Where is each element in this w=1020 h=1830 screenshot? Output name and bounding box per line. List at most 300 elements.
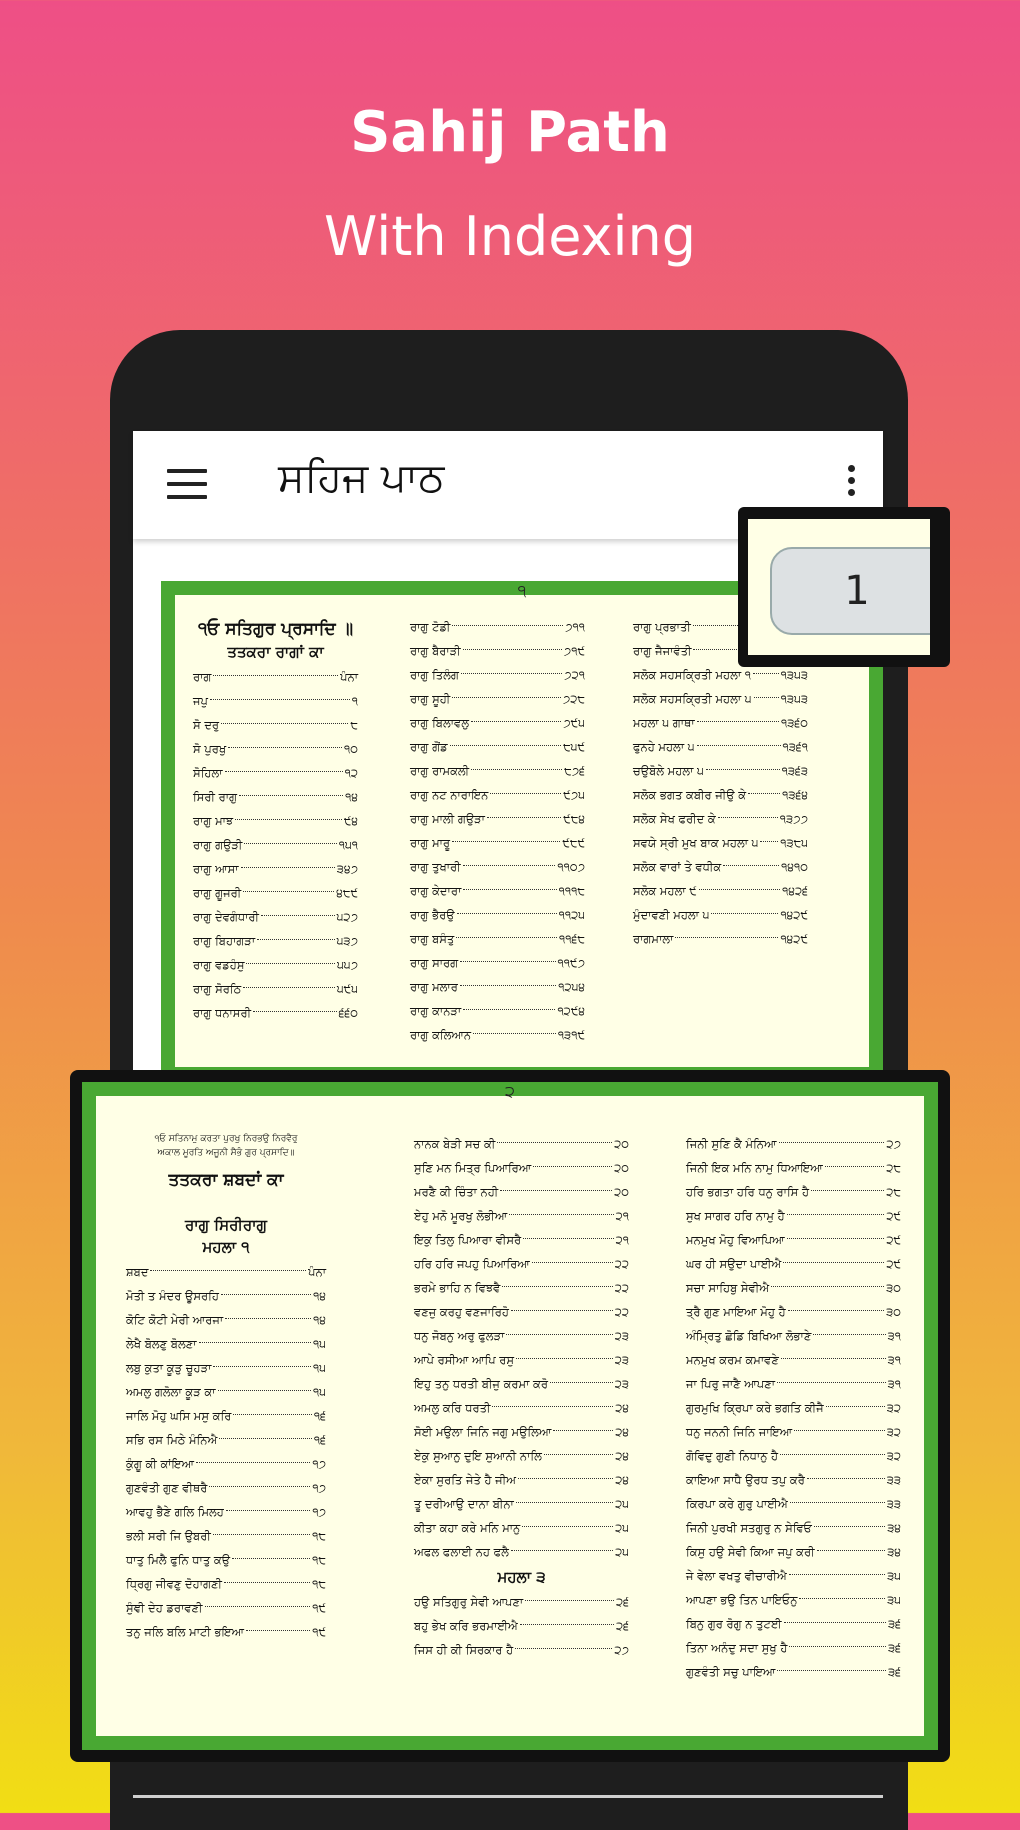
index-entry[interactable] [633,687,808,711]
entry-page-number: ੨੯ [886,1208,901,1223]
leader-dots [784,1622,886,1623]
leader-dots [789,1646,886,1647]
leader-dots [760,841,778,842]
entry-page-number: ੨੦ [614,1136,629,1151]
index-entry[interactable] [686,1348,901,1372]
leader-dots [452,841,560,842]
index-entry[interactable] [126,1380,326,1404]
entry-page-number: ੬੬੦ [338,1005,358,1020]
index-entry[interactable] [414,1638,629,1662]
entry-page-number: ੨੫ [615,1544,629,1559]
leader-dots [516,1358,613,1359]
index-entry[interactable] [410,1023,585,1047]
leader-dots [511,1310,613,1311]
more-options-icon[interactable] [845,465,857,505]
entry-page-number: ੫੯੫ [336,981,358,996]
page2-mahla1-heading: ਮਹਲਾ ੧ [202,1238,250,1256]
entry-page-number: ੧੩੫੩ [780,691,808,706]
index-entry[interactable] [414,1276,629,1300]
leader-dots [817,1550,886,1551]
index-entry[interactable] [414,1614,629,1638]
leader-dots [787,1214,885,1215]
index-entry[interactable] [414,1444,629,1468]
entry-title: ਸਵਯੇ ਸ੍ਰੀ ਮੁਖ ਬਾਕ ਮਹਲਾ ੫ [633,835,759,850]
leader-dots [790,1502,885,1503]
entry-title: ਰਾਗੁ ਬਸੰਤੁ [410,931,455,946]
entry-title: ਘਰ ਹੀ ਸਉਦਾ ਪਾਈਐ [686,1256,782,1271]
index-entry[interactable] [126,1596,326,1620]
index-entry[interactable] [686,1516,901,1540]
entry-title: ਕੁੰਗੂ ਕੀ ਕਾਂਇਆ [126,1456,195,1471]
entry-title: ਰਾਗੁ ਕੇਦਾਰਾ [410,883,462,898]
entry-page-number: ੧੧੨੫ [558,907,585,922]
entry-page-number: ੧੧੯੭ [557,955,585,970]
index-entry[interactable] [686,1468,901,1492]
index-entry[interactable] [193,881,358,905]
entry-page-number: ੨੧ [615,1208,629,1223]
index-entry[interactable] [686,1300,901,1324]
index-entry[interactable] [686,1612,901,1636]
entry-page-number: ੨੩ [614,1328,629,1343]
entry-title: ਵਣਜੁ ਕਰਹੁ ਵਣਜਾਰਿਹੋ [414,1304,509,1319]
entry-page-number: ੩੪ [887,1544,901,1559]
leader-dots [461,673,562,674]
entry-title: ਸਚਾ ਸਾਹਿਬੁ ਸੇਵੀਐ [686,1280,770,1295]
entry-title: ਗੁਣਵੰਤੀ ਗੁਣ ਵੀਥਰੈ [126,1480,208,1495]
leader-dots [781,1358,886,1359]
menu-icon[interactable] [167,469,207,499]
entry-page-number: ੩੧ [887,1352,901,1367]
entry-title: ਰਾਗੁ ਵਡਹੰਸੁ [193,957,245,972]
entry-page-number: ੩੦ [886,1304,901,1319]
entry-title: ਤਨੁ ਜਲਿ ਬਲਿ ਮਾਟੀ ਭਇਆ [126,1624,245,1639]
entry-page-number: ੧੨੫੪ [558,979,585,994]
index-entry[interactable] [193,833,358,857]
leader-dots [506,1334,612,1335]
entry-title: ਭਲੀ ਸਰੀ ਜਿ ਉਬਰੀ [126,1528,211,1543]
entry-page-number: ੧੩੮੫ [780,835,808,850]
entry-title: ਆਪੇ ਰਸੀਆ ਆਪਿ ਰਸੁ [414,1352,515,1367]
index-entry[interactable] [686,1228,901,1252]
entry-page-number: ੩੨ [886,1400,901,1415]
index-entry[interactable] [193,737,358,761]
leader-dots [218,1390,311,1391]
leader-dots [523,1238,613,1239]
index-entry[interactable] [686,1660,901,1684]
entry-page-number: ੧੩੧੯ [557,1027,585,1042]
leader-dots [718,817,778,818]
leader-dots [452,697,561,698]
entry-page-number: ੧ [351,693,358,708]
index-entry[interactable] [633,927,808,951]
entry-title: ਮਨਮੁਖ ਮੋਹੁ ਵਿਆਪਿਆ [686,1232,785,1247]
index-entry[interactable] [414,1516,629,1540]
leader-dots [697,745,781,746]
entry-page-number: ੧੬ [313,1408,326,1423]
index-entry[interactable] [686,1132,901,1156]
entry-page-number: ੧੩੭੭ [779,811,808,826]
index-entry[interactable] [686,1252,901,1276]
index-entry[interactable] [414,1540,629,1564]
page2-mahla3-heading: ਮਹਲਾ ੩ [497,1568,546,1586]
leader-dots [699,889,780,890]
entry-title: ਮੋਤੀ ਤ ਮੰਦਰ ਊਸਰਹਿ [126,1288,219,1303]
leader-dots [754,697,779,698]
index-entry[interactable] [414,1204,629,1228]
page-number: ੧ [517,581,527,600]
index-entry[interactable] [410,807,585,831]
entry-page-number: ੯੪ [343,813,358,828]
entry-page-number: ੭੧੧ [565,619,585,634]
index-entry[interactable] [193,665,358,689]
index-entry[interactable] [410,663,585,687]
index-entry[interactable] [126,1548,326,1572]
leader-dots [226,1510,310,1511]
page2-col3 [686,1132,901,1684]
index-entry[interactable] [686,1180,901,1204]
entry-page-number: ੧੭ [312,1456,326,1471]
index-entry[interactable] [686,1540,901,1564]
leader-dots [210,699,350,700]
entry-title: ਜਾ ਪਿਰੁ ਜਾਣੈ ਆਪਣਾ [686,1376,776,1391]
entry-title: ਰਾਗੁ ਧਨਾਸਰੀ [193,1005,252,1020]
entry-title: ਜਿਨੀ ਪੁਰਖੀ ਸਤਗੁਰੁ ਨ ਸੇਵਿਓ [686,1520,812,1535]
entry-page-number: ੨੨ [614,1280,629,1295]
index-entry[interactable] [633,711,808,735]
index-entry[interactable] [193,1001,358,1025]
leader-dots [826,1406,885,1407]
index-entry[interactable] [193,857,358,881]
leader-dots [205,1606,311,1607]
index-entry[interactable] [126,1284,326,1308]
index-entry[interactable] [410,711,585,735]
page2-col2a-list [414,1132,629,1564]
entry-page-number: ੧੯ [312,1624,326,1639]
entry-title: ਕਿਸੁ ਹਉ ਸੇਵੀ ਕਿਆ ਜਪੁ ਕਰੀ [686,1544,815,1559]
page1-col1 [193,617,358,1025]
leader-dots [794,1430,885,1431]
page2-raag-heading: ਰਾਗੁ ਸਿਰੀਰਾਗੁ [185,1216,267,1234]
entry-page-number: ੨੪ [615,1472,629,1487]
leader-dots [199,1342,311,1343]
leader-dots [497,1142,612,1143]
entry-title: ਸਲੋਕ ਭਗਤ ਕਬੀਰ ਜੀਉ ਕੇ [633,787,747,802]
index-entry[interactable] [414,1468,629,1492]
index-entry[interactable] [126,1524,326,1548]
leader-dots [511,1550,613,1551]
entry-page-number: ੧੫ [312,1384,326,1399]
entry-title: ਸੁੰਞੀ ਦੇਹ ਡਰਾਵਣੀ [126,1600,203,1615]
entry-page-number: ੨੦ [614,1160,629,1175]
entry-title: ਜਿਨੀ ਸੁਣਿ ਕੈ ਮੰਨਿਆ [686,1136,777,1151]
entry-title: ਰਾਗੁ ਮਾਰੂ [410,835,451,850]
entry-page-number: ੧੪੨੬ [782,883,808,898]
entry-title: ਰਾਗੁ ਬਿਹਾਗੜਾ [193,933,256,948]
index-entry[interactable] [410,831,585,855]
index-entry[interactable] [410,639,585,663]
entry-title: ਅਮਲੁ ਗਲੋਲਾ ਕੂੜ ਕਾ [126,1384,216,1399]
entry-page-number: ਪੰਨਾ [308,1264,326,1279]
index-entry[interactable] [410,879,585,903]
entry-page-number: ੩੬ [887,1640,901,1655]
entry-page-number: ੧੨ [344,765,358,780]
index-entry[interactable] [414,1300,629,1324]
entry-title: ਹਉ ਸਤਿਗੁਰੁ ਸੇਵੀ ਆਪਣਾ [414,1594,524,1609]
leader-dots [500,1190,612,1191]
entry-title: ਰਾਗੁ ਆਸਾ [193,861,239,876]
entry-page-number: ੧੪ [345,789,358,804]
index-entry[interactable] [414,1348,629,1372]
index-entry[interactable] [633,735,808,759]
entry-page-number: ੧੮ [312,1552,326,1567]
index-entry[interactable] [193,809,358,833]
index-entry[interactable] [410,783,585,807]
index-entry[interactable] [126,1620,326,1644]
index-entry[interactable] [410,687,585,711]
entry-title: ਗੁਰਮੁਖਿ ਕ੍ਰਿਪਾ ਕਰੇ ਭਗਤਿ ਕੀਜੈ [686,1400,824,1415]
leader-dots [457,913,557,914]
leader-dots [253,1011,337,1012]
entry-title: ਗੁਣਵੰਤੀ ਸਚੁ ਪਾਇਆ [686,1664,776,1679]
index-entry[interactable] [126,1500,326,1524]
index-entry[interactable] [126,1572,326,1596]
leader-dots [522,1526,613,1527]
leader-dots [789,1574,885,1575]
entry-page-number: ੧੫ [312,1336,326,1351]
index-entry[interactable] [686,1372,901,1396]
index-entry[interactable] [414,1228,629,1252]
page2-col1 [126,1132,326,1644]
index-entry[interactable] [126,1404,326,1428]
index-entry[interactable] [414,1372,629,1396]
page2-col3-list [686,1132,901,1684]
entry-title: ਗੋਵਿਦੁ ਗੁਣੀ ਨਿਧਾਨੁ ਹੈ [686,1448,779,1463]
index-entry[interactable] [633,879,808,903]
index-entry[interactable] [193,713,358,737]
entry-title: ਤਿਨਾ ਅਨੰਦੁ ਸਦਾ ਸੁਖੁ ਹੈ [686,1640,788,1655]
leader-dots [779,1142,885,1143]
entry-page-number: ੧੩੬੦ [781,715,808,730]
entry-title: ਰਾਗੁ ਕਾਨੜਾ [410,1003,462,1018]
entry-title: ਸਲੋਕ ਵਾਰਾਂ ਤੇ ਵਧੀਕ [633,859,722,874]
entry-title: ਧਾਤੁ ਮਿਲੈ ਫੁਨਿ ਧਾਤੁ ਕਉ [126,1552,231,1567]
entry-title: ਸਲੋਕ ਸਹਸਕ੍ਰਿਤੀ ਮਹਲਾ ੧ [633,667,752,682]
leader-dots [490,793,561,794]
entry-title: ਰਾਗੁ ਦੇਵਗੰਧਾਰੀ [193,909,260,924]
entry-title: ਲੇਖੈ ਬੋਲਣੁ ਬੋਲਣਾ [126,1336,197,1351]
index-entry[interactable] [686,1324,901,1348]
entry-page-number: ੧੩੬੪ [782,787,808,802]
entry-title: ਰਾਗੁ ਜੈਜਾਵੰਤੀ [633,643,692,658]
index-entry[interactable] [686,1636,901,1660]
index-entry[interactable] [686,1588,901,1612]
index-entry[interactable] [633,903,808,927]
leader-dots [777,1670,886,1671]
index-entry[interactable] [686,1396,901,1420]
index-entry[interactable] [633,855,808,879]
index-entry[interactable] [410,903,585,927]
page2-col1-list [126,1260,326,1644]
leader-dots [553,1430,613,1431]
page1-heading1: ੧ਓ ਸਤਿਗੁਰ ਪ੍ਰਸਾਦਿ ॥ [197,619,354,639]
index-entry[interactable] [633,831,808,855]
index-entry[interactable] [686,1564,901,1588]
entry-title: ਸਲੋਕ ਸੇਖ ਫਰੀਦ ਕੇ [633,811,716,826]
index-entry[interactable] [414,1156,629,1180]
entry-page-number: ੨੪ [615,1448,629,1463]
entry-title: ਰਾਗੁ ਮਲਾਰ [410,979,458,994]
leader-dots [525,1600,614,1601]
index-entry[interactable] [126,1476,326,1500]
entry-page-number: ੧੭ [312,1504,326,1519]
index-entry[interactable] [193,953,358,977]
entry-page-number: ੨੯ [886,1232,901,1247]
entry-page-number: ੩੨ [886,1424,901,1439]
entry-page-number: ੨੨ [614,1304,629,1319]
entry-page-number: ੨੬ [615,1618,629,1633]
entry-page-number: ੪੮੯ [336,885,358,900]
index-entry[interactable] [126,1260,326,1284]
leader-dots [261,915,335,916]
leader-dots [697,721,779,722]
entry-title: ਆਪਣਾ ਭਉ ਤਿਨ ਪਾਇਓਨੁ [686,1592,798,1607]
index-entry[interactable] [126,1356,326,1380]
entry-page-number: ੯੭੫ [563,787,585,802]
entry-page-number: ੧੩੫੩ [780,667,808,682]
entry-title: ਮਹਲਾ ੫ ਗਾਥਾ [633,715,695,730]
index-entry[interactable] [633,759,808,783]
leader-dots [460,985,556,986]
entry-page-number: ੨੯ [886,1256,901,1271]
index-entry[interactable] [193,785,358,809]
index-entry[interactable] [193,977,358,1001]
entry-page-number: ੩੩ [886,1496,901,1511]
leader-dots [492,1406,613,1407]
index-entry[interactable] [193,761,358,785]
index-entry[interactable] [686,1156,901,1180]
entry-title: ਰਾਗੁ ਗੋਂਡ [410,739,448,754]
index-entry[interactable] [126,1332,326,1356]
entry-title: ਹਰਿ ਹਰਿ ਜਪਹੁ ਪਿਆਰਿਆ [414,1256,530,1271]
index-page-2[interactable] [82,1082,938,1750]
index-entry[interactable] [414,1420,629,1444]
index-entry[interactable] [633,783,808,807]
leader-dots [246,1630,310,1631]
leader-dots [213,1534,310,1535]
entry-title: ਲਬੁ ਕੁਤਾ ਕੂੜੁ ਚੂਹੜਾ [126,1360,212,1375]
entry-title: ਰਾਗੁ ਬੈਰਾੜੀ [410,643,461,658]
leader-dots [463,649,562,650]
index-entry[interactable] [193,905,358,929]
entry-title: ਬਹੁ ਭੇਖ ਕਰਿ ਭਰਮਾਈਐ [414,1618,518,1633]
index-entry[interactable] [686,1204,901,1228]
index-entry[interactable] [126,1452,326,1476]
entry-title: ਧਨੁ ਜੋਬਨੁ ਅਰੁ ਫੁਲੜਾ [414,1328,505,1343]
index-entry[interactable] [686,1276,901,1300]
entry-page-number: ੧੫੧ [338,837,358,852]
entry-page-number: ੯੮੯ [562,835,585,850]
index-entry[interactable] [414,1492,629,1516]
entry-title: ਰਾਗੁ ਤਿਲੰਗ [410,667,459,682]
index-entry[interactable] [410,927,585,951]
entry-page-number: ੩੬ [887,1664,901,1679]
index-entry[interactable] [410,999,585,1023]
index-entry[interactable] [686,1444,901,1468]
entry-title: ਜਪੁ [193,693,208,708]
index-entry[interactable] [414,1180,629,1204]
index-entry[interactable] [410,975,585,999]
entry-title: ਸੋ ਪੁਰਖੁ [193,741,227,756]
index-entry[interactable] [126,1428,326,1452]
index-entry[interactable] [414,1324,629,1348]
index-entry[interactable] [414,1252,629,1276]
leader-dots [783,1262,884,1263]
entry-title: ਕੀਤਾ ਕਹਾ ਕਰੇ ਮਨਿ ਮਾਨੁ [414,1520,521,1535]
leader-dots [225,1318,311,1319]
entry-title: ਧਨੁ ਜਨਨੀ ਜਿਨਿ ਜਾਇਆ [686,1424,793,1439]
entry-page-number: ੧੯ [312,1600,326,1615]
leader-dots [456,937,557,938]
zoomed-page-frame [70,1070,950,1762]
leader-dots [471,769,562,770]
index-entry[interactable] [410,759,585,783]
index-entry[interactable] [686,1492,901,1516]
leader-dots [243,891,334,892]
entry-page-number: ੨੮ [886,1160,901,1175]
leader-dots [780,1454,885,1455]
entry-page-number: ੭੨੮ [562,691,585,706]
entry-title: ਸਲੋਕ ਮਹਲਾ ੯ [633,883,697,898]
entry-title: ਤ੍ਰੈ ਗੁਣ ਮਾਇਆ ਮੋਹੁ ਹੈ [686,1304,786,1319]
entry-title: ਰਾਗੁ ਬਿਲਾਵਲੁ [410,715,469,730]
page-bubble[interactable]: 1 [770,547,930,635]
index-entry[interactable] [414,1396,629,1420]
entry-page-number: ੧੦ [344,741,358,756]
entry-page-number: ੭੨੧ [564,667,585,682]
entry-title: ਸ਼ਬਦ [126,1264,149,1279]
index-entry[interactable] [414,1132,629,1156]
entry-page-number: ੮ [350,717,358,732]
entry-title: ਰਾਗੁ ਗੂਜਰੀ [193,885,242,900]
entry-page-number: ੭੧੯ [563,643,585,658]
entry-page-number: ੩੬ [887,1616,901,1631]
index-entry[interactable] [410,855,585,879]
leader-dots [748,793,780,794]
entry-title: ਰਾਗੁ ਨਟ ਨਾਰਾਇਨ [410,787,489,802]
entry-title: ਰਾਗੁ ਟੋਡੀ [410,619,451,634]
entry-page-number: ੨੧ [615,1232,629,1247]
page2-col2 [414,1132,629,1662]
index-entry[interactable] [126,1308,326,1332]
leader-dots [221,1294,311,1295]
leader-dots [463,865,556,866]
index-entry[interactable] [193,929,358,953]
leader-dots [233,1414,312,1415]
leader-dots [787,1238,885,1239]
index-entry[interactable] [410,735,585,759]
index-entry[interactable] [410,615,585,639]
index-entry[interactable] [686,1420,901,1444]
entry-page-number: ੩੪੭ [336,861,358,876]
leader-dots [452,625,563,626]
index-entry[interactable] [414,1590,629,1614]
entry-page-number: ੩੧ [887,1328,901,1343]
index-entry[interactable] [410,951,585,975]
entry-title: ਤੂ ਦਰੀਆਉ ਦਾਨਾ ਬੀਨਾ [414,1496,514,1511]
leader-dots [799,1598,885,1599]
index-entry[interactable] [633,807,808,831]
index-entry[interactable] [193,689,358,713]
